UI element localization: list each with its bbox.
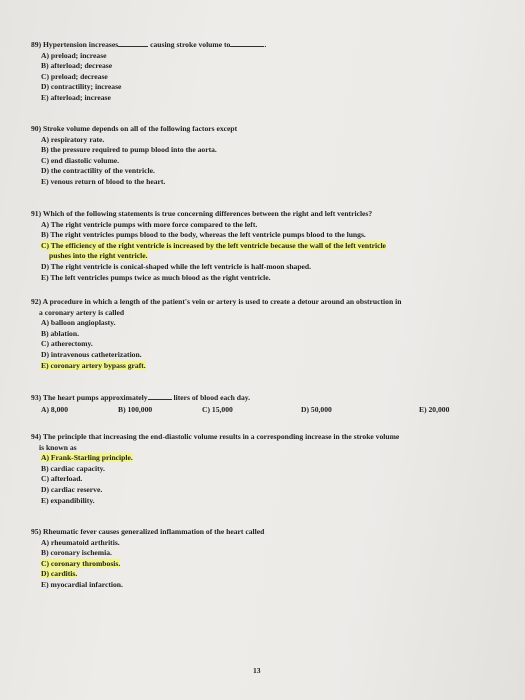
option-d: D) the contractility of the ventricle. [41,166,155,176]
question-92-stem: 92) A procedure in which a length of the patient's vein or artery is used to create a detour around an obstruction in [31,297,402,306]
question-89-stem-b: causing stroke volume to [150,40,231,49]
option-b: B) 100,000 [118,405,153,414]
question-92 [31,297,401,371]
question-94-stem-continued: is known as [39,442,77,452]
option-b: B) coronary ischemia. [41,548,112,558]
question-91 [31,209,386,283]
option-d: D) The right ventricle is conical-shaped while the left ventricle is half-moon shaped. [41,261,312,271]
question-90-stem: 90) Stroke volume depends on all of the following factors except [31,124,238,133]
option-c: C) 15,000 [202,405,233,414]
answer-blank [230,40,267,49]
option-c: C) afterload. [41,474,83,484]
option-d: D) intravenous catheterization. [41,349,142,359]
option-a: A) 8,000 [41,405,68,414]
option-c-highlighted: C) coronary thrombosis. [41,558,121,568]
question-94 [31,432,399,506]
option-e-highlighted: E) coronary artery bypass graft. [41,360,146,370]
option-c-continued-highlighted: pushes into the right ventricle. [49,251,148,261]
option-c: C) end diastolic volume. [41,155,120,165]
option-c [31,241,386,252]
option-c [31,559,264,570]
question-93 [31,393,250,404]
option-c-highlighted: C) The efficiency of the right ventricle is increased by the left ventricle because the wall of the left ventricle [41,240,386,250]
option-b: B) ablation. [41,328,79,338]
question-90 [31,124,237,188]
question-89-stem [31,40,266,51]
question-93-stem-a: 93) The heart pumps approximately [31,393,148,402]
option-c: C) atherectomy. [41,339,93,349]
option-a: A) rheumatoid arthritis. [41,537,120,547]
option-e: E) 20,000 [419,405,450,414]
answer-blank [148,393,172,400]
option-e: E) afterload; increase [41,92,111,102]
option-d: D) cardiac reserve. [41,484,103,494]
option-a: A) The right ventricle pumps with more force compared to the left. [41,219,258,229]
option-b: B) the pressure required to pump blood into the aorta. [41,145,217,155]
option-d: D) 50,000 [301,405,332,414]
option-e: E) myocardial infarction. [41,579,123,589]
option-a: A) respiratory rate. [41,134,105,144]
option-e: E) venous return of blood to the heart. [41,176,166,186]
question-89 [31,40,266,104]
option-e: E) The left ventricles pumps twice as much blood as the right ventricle. [41,272,271,282]
page-number: 13 [253,666,261,675]
option-b: B) afterload; decrease [41,61,113,71]
question-93-stem [31,393,250,404]
option-a: A) balloon angioplasty. [41,318,116,328]
question-92-stem-continued: a coronary artery is called [39,307,125,317]
option-c: C) preload; decrease [41,71,108,81]
option-e: E) expandibility. [41,495,95,505]
option-b: B) The right ventricles pumps blood to the body, whereas the left ventricle pumps blood to the lungs. [41,230,366,240]
option-c-continued [31,251,386,262]
answer-blank [118,40,148,47]
question-95 [31,527,264,591]
question-89-stem-a: 89) Hypertension increases [31,40,119,49]
option-a: A) preload; increase [41,50,107,60]
question-94-stem: 94) The principle that increasing the end-diastolic volume results in a corresponding increase in the stroke volume [31,432,400,441]
question-91-stem: 91) Which of the following statements is true concerning differences between the right and left ventricles? [31,209,373,218]
option-d [31,569,264,580]
option-d: D) contractility; increase [41,82,122,92]
question-95-stem: 95) Rheumatic fever causes generalized inflammation of the heart called [31,527,265,536]
option-d-highlighted: D) carditis. [41,569,78,579]
question-89-stem-end: . [264,40,267,49]
question-93-stem-b: liters of blood each day. [173,393,251,402]
option-e [31,361,401,372]
option-a [31,453,399,464]
option-b: B) cardiac capacity. [41,463,105,473]
option-a-highlighted: A) Frank-Starling principle. [41,453,133,463]
